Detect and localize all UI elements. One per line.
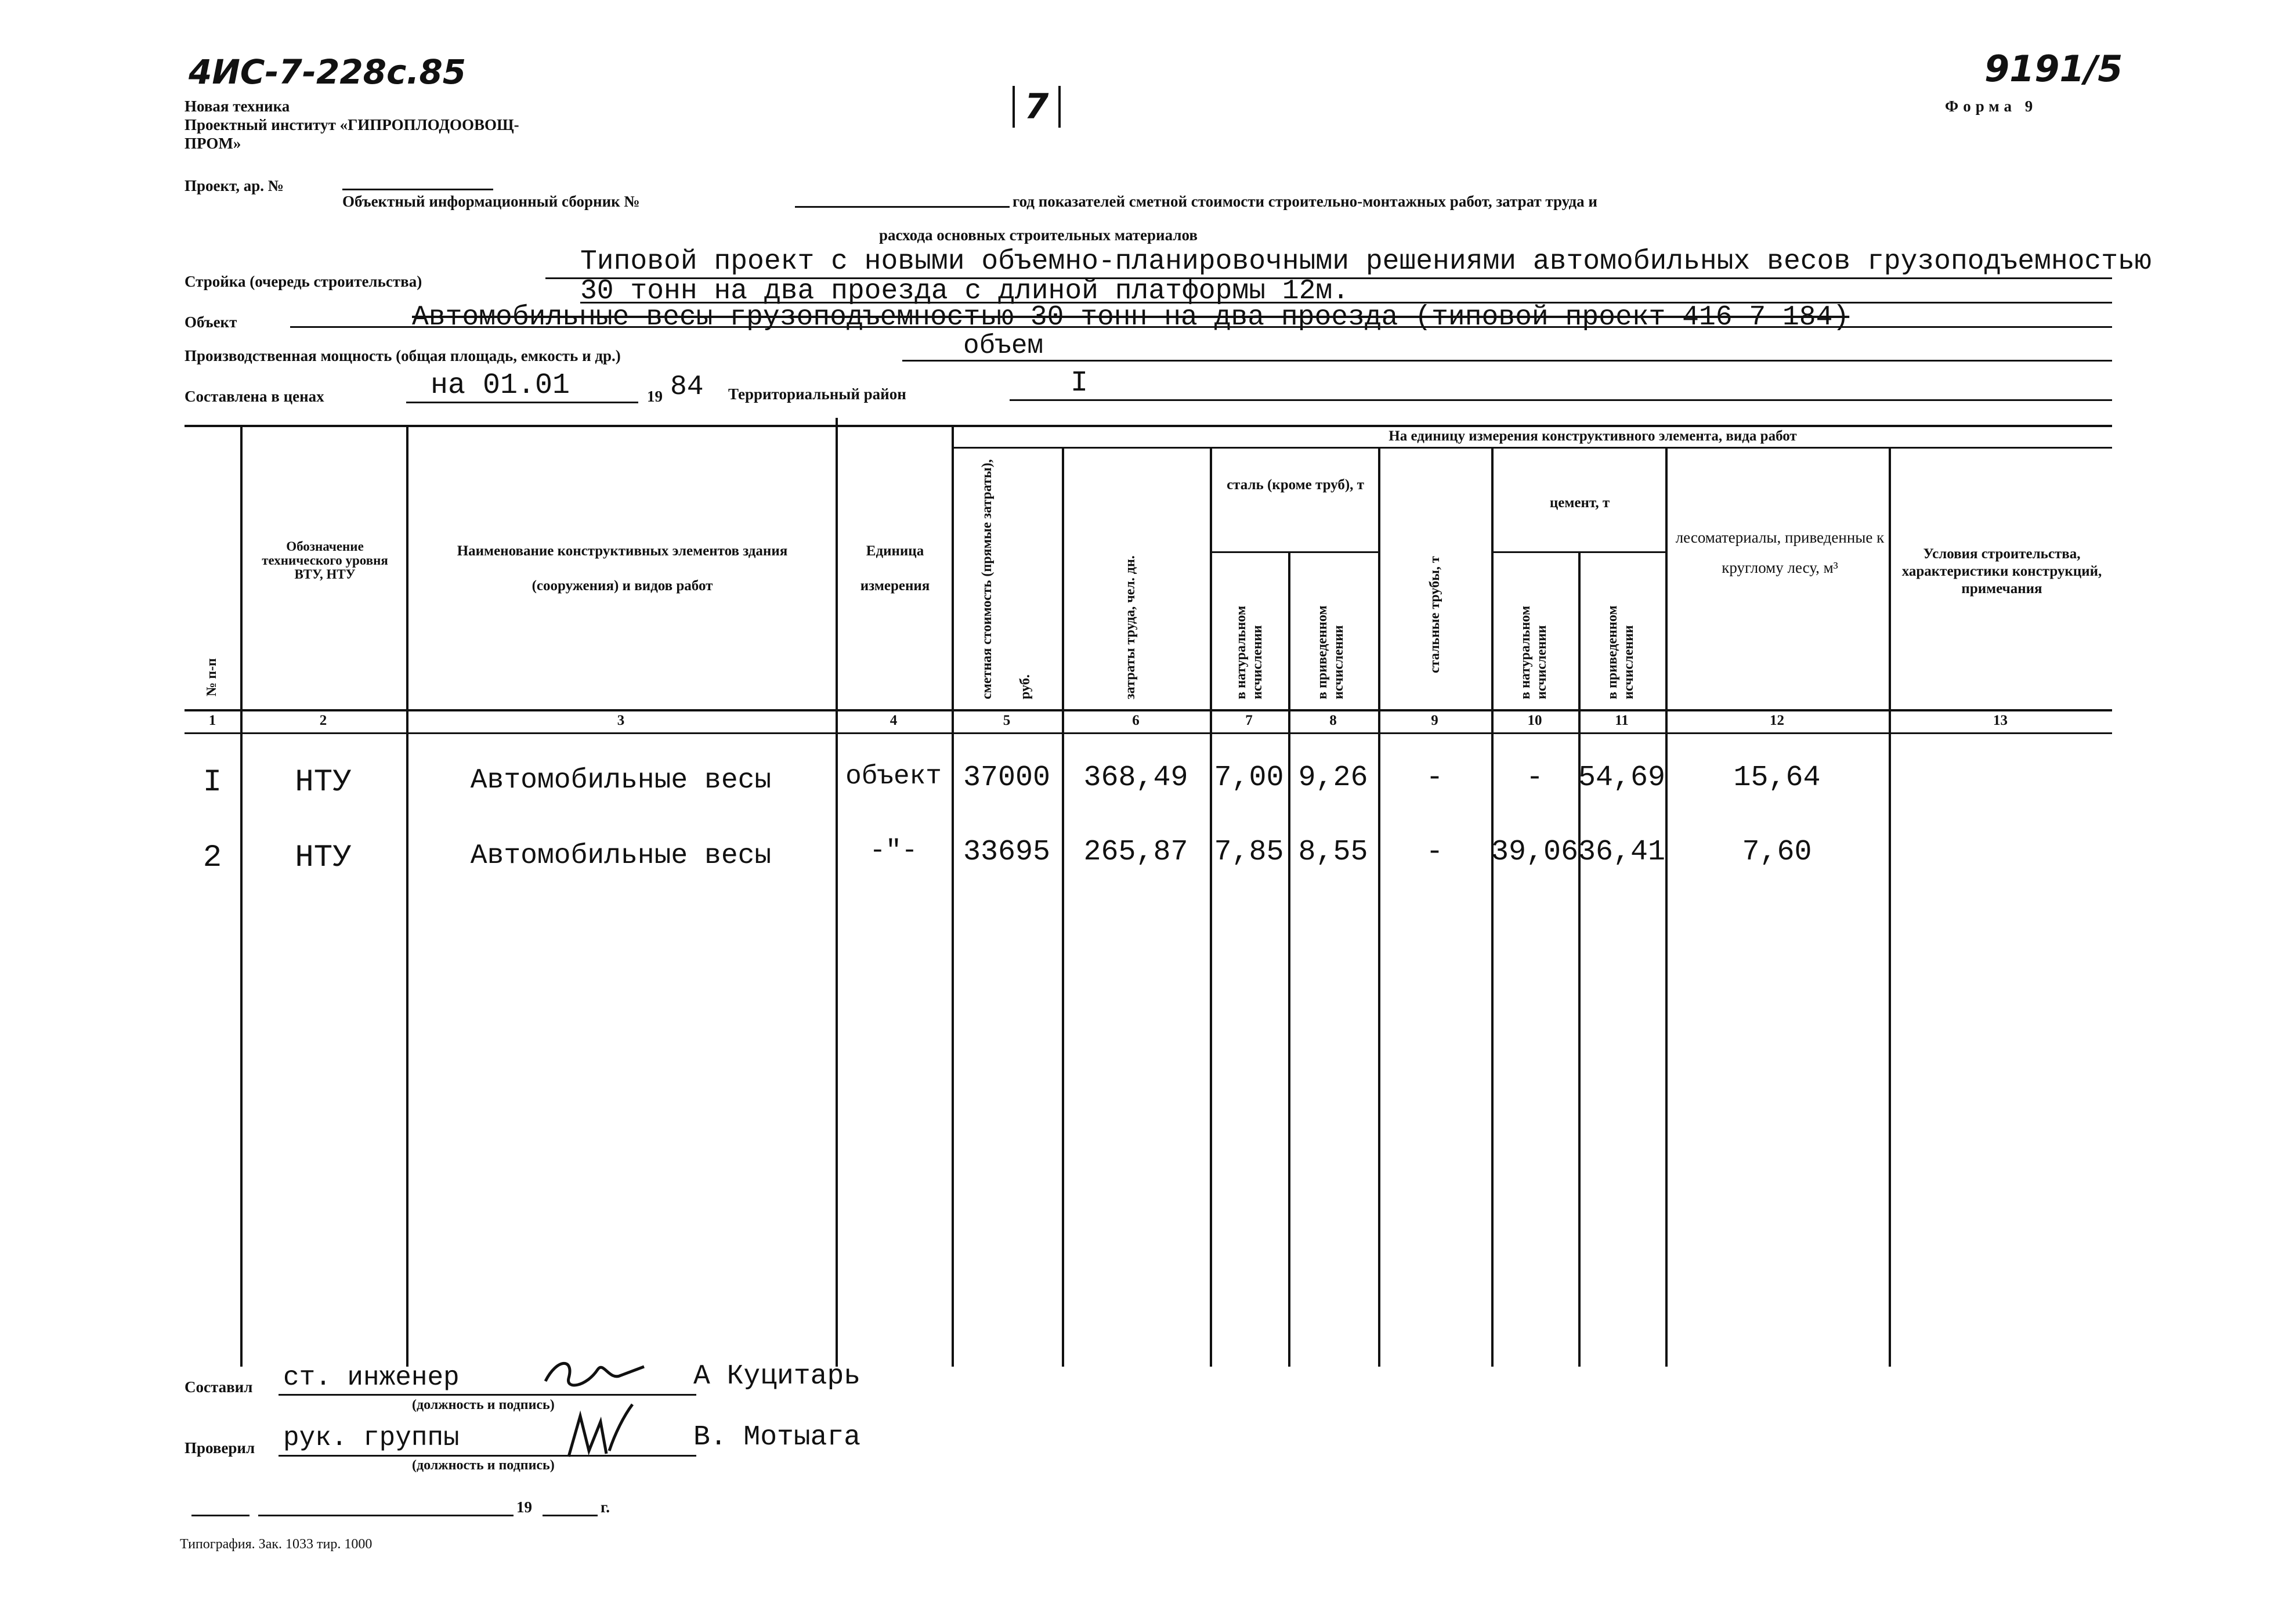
col-header-6: затраты труда, чел. дн.: [1123, 555, 1138, 699]
colnum-1: 1: [208, 713, 216, 728]
checked-position: рук. группы: [283, 1423, 460, 1453]
district-label: Территориальный район: [728, 385, 906, 403]
colnum-bottom-border: [185, 732, 2112, 734]
collection-line: [795, 206, 1010, 208]
object-line: [290, 326, 2112, 328]
per-unit-header: На единицу измерения конструктивного элемента, вида работ: [1389, 428, 1797, 444]
header-bottom-border: [185, 709, 2112, 711]
row-1-steel-red: 9,26: [1298, 761, 1368, 794]
col-header-3: Наименование конструктивных элементов здания (сооружения) и видов работ: [457, 543, 788, 594]
row-1-n: I: [203, 765, 222, 800]
cement-group-header: цемент, т: [1549, 495, 1610, 511]
col-divider-10: [1578, 551, 1581, 1367]
page-number: 7: [1013, 86, 1061, 128]
stroyka-value-2: 30 тонн на два проезда с длиной платформы 12м.: [580, 276, 1350, 307]
checked-signature: [557, 1399, 638, 1468]
row-2-steel-red: 8,55: [1298, 836, 1368, 869]
per-unit-rule: [952, 447, 2112, 449]
row-1-unit: объект: [845, 761, 942, 792]
row-1-cem-nat: -: [1525, 761, 1543, 794]
sheet-number: 9191/5: [1984, 48, 2123, 90]
date-month-line: [258, 1515, 514, 1516]
row-2-n: 2: [203, 840, 222, 876]
compiled-position: ст. инженер: [283, 1363, 460, 1393]
steel-group-rule: [1210, 551, 1378, 553]
col-header-13: Условия строительства, характеристики конструкций, примечания: [1901, 546, 2102, 597]
col-divider-5: [1062, 447, 1064, 1367]
col-header-5: сметная стоимость (прямые затраты), руб.: [979, 459, 1033, 699]
year-value: 84: [670, 371, 704, 403]
col-header-8: в приведенном исчислении: [1315, 605, 1346, 699]
row-1-labor: 368,49: [1083, 761, 1188, 794]
col-header-12: лесоматериалы, приведенные к круглому лесу, м³: [1675, 529, 1885, 576]
printer-line: Типография. Зак. 1033 тир. 1000: [180, 1537, 373, 1552]
colnum-11: 11: [1615, 713, 1629, 728]
colnum-8: 8: [1329, 713, 1337, 728]
row-2-labor: 265,87: [1083, 836, 1188, 869]
col-divider-12: [1889, 447, 1891, 1367]
row-1-name: Автомобильные весы: [470, 765, 772, 796]
row-2-cem-nat: 39,06: [1491, 836, 1579, 869]
compiled-signature: [534, 1346, 650, 1399]
colnum-13: 13: [1993, 713, 2008, 728]
object-value: Автомобильные весы грузоподъемностью 30 тонн на два проезда (типовой проект 416-7-184): [412, 302, 1850, 333]
col-divider-2: [406, 427, 408, 1367]
compiled-caption: (должность и подпись): [412, 1397, 555, 1412]
row-1-wood: 15,64: [1733, 761, 1821, 794]
row-2-unit: -"-: [869, 836, 918, 866]
col-header-9: стальные трубы, т: [1427, 556, 1442, 673]
col-divider-1: [240, 427, 243, 1367]
checked-caption: (должность и подпись): [412, 1458, 555, 1473]
row-2-steel-nat: 7,85: [1214, 836, 1284, 869]
row-1-pipes: -: [1426, 761, 1444, 794]
prices-value: на 01.01: [431, 369, 570, 402]
col-header-7: в натуральном исчислении: [1234, 605, 1265, 699]
prices-label: Составлена в ценах: [185, 388, 324, 405]
row-1-level: НТУ: [295, 765, 352, 800]
row-2-cem-red: 36,41: [1578, 836, 1666, 869]
collection-tail: год показателей сметной стоимости строительно-монтажных работ, затрат труда и: [1013, 193, 1597, 210]
district-value: I: [1071, 367, 1089, 400]
compiled-label: Составил: [185, 1378, 253, 1396]
date-day-line: [191, 1515, 250, 1516]
org-line-1: Новая техника: [185, 97, 290, 115]
district-line: [1010, 399, 2112, 401]
stroyka-value-1: Типовой проект с новыми объемно-планировочными решениями автомобильных весов грузоподъемностью: [580, 246, 2152, 277]
col-divider-7: [1288, 551, 1290, 1367]
col-header-1: № п-п: [204, 658, 219, 696]
row-2-cost: 33695: [963, 836, 1051, 869]
col-divider-3: [836, 418, 838, 1367]
date-year-prefix: 19: [516, 1498, 532, 1516]
colnum-10: 10: [1527, 713, 1542, 728]
prices-line: [406, 402, 638, 403]
row-1-cem-red: 54,69: [1578, 761, 1666, 794]
collection-tail-2: расхода основных строительных материалов: [879, 226, 1198, 244]
steel-group-header: сталь (кроме труб), т: [1227, 477, 1364, 493]
col-divider-11: [1665, 447, 1668, 1367]
org-line-3: ПРОМ»: [185, 135, 241, 152]
stroyka-label: Стройка (очередь строительства): [185, 273, 422, 290]
row-2-pipes: -: [1426, 836, 1444, 869]
capacity-value: объем: [963, 331, 1044, 361]
col-divider-6: [1210, 447, 1212, 1367]
row-1-cost: 37000: [963, 761, 1051, 794]
col-header-10: в натуральном исчислении: [1518, 605, 1549, 699]
doc-code: 4ИС-7-228с.85: [189, 52, 467, 92]
colnum-6: 6: [1132, 713, 1140, 728]
project-arch-line: [342, 189, 493, 190]
object-label: Объект: [185, 313, 237, 331]
colnum-12: 12: [1770, 713, 1784, 728]
col-header-4: Единица измерения: [860, 543, 930, 594]
col-header-11: в приведенном исчислении: [1605, 605, 1636, 699]
row-2-wood: 7,60: [1742, 836, 1812, 869]
colnum-9: 9: [1431, 713, 1438, 728]
year-prefix: 19: [647, 388, 663, 405]
checked-label: Проверил: [185, 1439, 255, 1457]
capacity-label: Производственная мощность (общая площадь, емкость и др.): [185, 347, 621, 364]
project-arch-label: Проект, ар. №: [185, 177, 284, 194]
date-year-line: [543, 1515, 598, 1516]
col-divider-8: [1378, 447, 1380, 1367]
colnum-2: 2: [319, 713, 327, 728]
colnum-3: 3: [617, 713, 625, 728]
colnum-7: 7: [1245, 713, 1253, 728]
compiled-name: А Куцитарь: [693, 1361, 861, 1392]
col-header-2: Обозначение технического уровня ВТУ, НТУ: [262, 539, 388, 581]
col-divider-4: [952, 427, 954, 1367]
capacity-line: [902, 360, 2112, 362]
row-1-steel-nat: 7,00: [1214, 761, 1284, 794]
form-label: Форма 9: [1945, 97, 2038, 115]
collection-label: Объектный информационный сборник №: [342, 193, 640, 210]
row-2-name: Автомобильные весы: [470, 840, 772, 872]
row-2-level: НТУ: [295, 840, 352, 876]
date-suffix: г.: [601, 1498, 610, 1516]
checked-name: В. Мотыага: [693, 1422, 861, 1453]
org-line-2: Проектный институт «ГИПРОПЛОДООВОЩ-: [185, 116, 519, 133]
col-divider-9: [1491, 447, 1494, 1367]
colnum-5: 5: [1003, 713, 1011, 728]
colnum-4: 4: [890, 713, 898, 728]
